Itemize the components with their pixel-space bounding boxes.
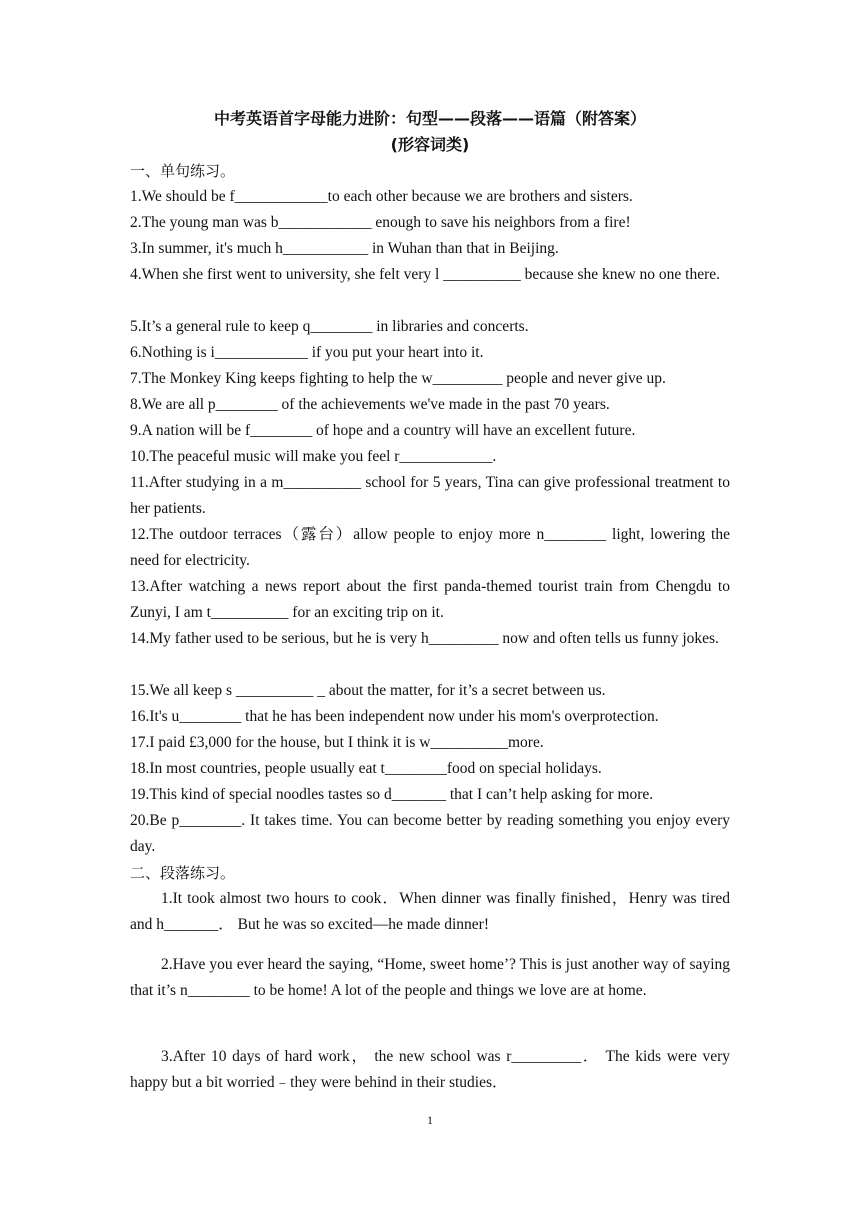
paragraph-item: 3.After 10 days of hard work， the new school was r_________． The kids were very happy but a bit worried﹣they were behind in their studies．: [130, 1048, 730, 1091]
paragraph-item: 2.Have you ever heard the saying, “Home, sweet home’? This is just another way of saying that it’s n________ to be home! A lot of the people and things we love are at home.: [130, 956, 730, 999]
sentence-item: 5.It’s a general rule to keep q________ in libraries and concerts.: [130, 318, 529, 335]
sentence-item: 1.We should be f____________to each other because we are brothers and sisters.: [130, 188, 633, 205]
sentence-item: 8.We are all p________ of the achievements we've made in the past 70 years.: [130, 396, 610, 413]
paragraph-item: 1.It took almost two hours to cook．When dinner was finally finished，Henry was tired and h_______． But he was so excited—he made dinner!: [130, 890, 730, 933]
sentence-item: 9.A nation will be f________ of hope and a country will have an excellent future.: [130, 422, 636, 439]
sentence-item: 16.It's u________ that he has been independent now under his mom's overprotection.: [130, 708, 659, 725]
sentence-item: 14.My father used to be serious, but he is very h_________ now and often tells us funny jokes.: [130, 630, 719, 647]
sentence-item: 18.In most countries, people usually eat t________food on special holidays.: [130, 760, 602, 777]
sentence-item: 2.The young man was b____________ enough to save his neighbors from a fire!: [130, 214, 631, 231]
document-subtitle: (形容词类): [390, 135, 470, 154]
sentence-item: 13.After watching a news report about the first panda-themed tourist train from Chengdu to Zunyi, I am t__________ for an exciting trip on it.: [130, 578, 730, 621]
sentence-item: 3.In summer, it's much h___________ in Wuhan than that in Beijing.: [130, 240, 559, 257]
sentence-item: 6.Nothing is i____________ if you put your heart into it.: [130, 344, 484, 361]
document-title: 中考英语首字母能力进阶：句型——段落——语篇（附答案）: [213, 109, 646, 128]
sentence-item: 10.The peaceful music will make you feel r____________.: [130, 448, 497, 465]
sentence-item: 20.Be p________. It takes time. You can become better by reading something you enjoy every day.: [130, 812, 730, 855]
page-number: 1: [427, 1113, 433, 1127]
sentence-item: 19.This kind of special noodles tastes so d_______ that I can’t help asking for more.: [130, 786, 654, 803]
sentence-item: 17.I paid £3,000 for the house, but I think it is w__________more.: [130, 734, 544, 751]
sentence-item: 12.The outdoor terraces（露台）allow people to enjoy more n________ light, lowering the need for electricity.: [130, 526, 730, 569]
sentence-item: 11.After studying in a m__________ school for 5 years, Tina can give professional treatment to her patients.: [130, 474, 730, 517]
sentence-item: 7.The Monkey King keeps fighting to help the w_________ people and never give up.: [130, 370, 666, 387]
sentence-item: 15.We all keep s __________ _ about the matter, for it’s a secret between us.: [130, 682, 606, 699]
section-heading-sentences: 一、单句练习。: [130, 162, 236, 180]
section-heading-paragraphs: 二、段落练习。: [130, 864, 236, 882]
sentence-item: 4.When she first went to university, she felt very l __________ because she knew no one there.: [130, 266, 720, 283]
